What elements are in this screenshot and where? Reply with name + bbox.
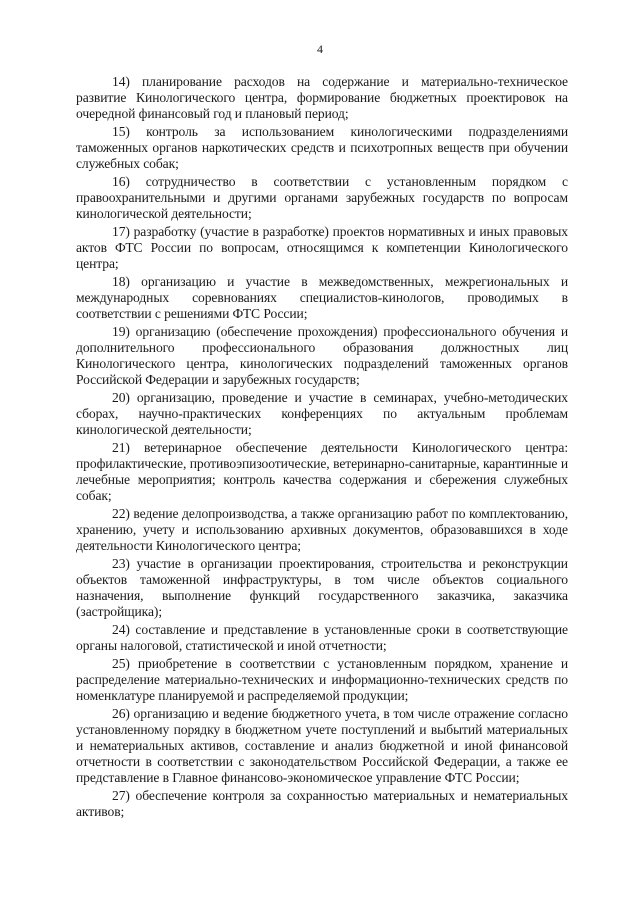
list-item: 27) обеспечение контроля за сохранностью материальных и нематериальных активов; [76, 788, 568, 819]
list-item: 23) участие в организации проектирования, строительства и реконструкции объектов таможенной инфраструктуры, в том числе объектов социального назначения, выполнение функций государственного заказчика, заказчика (застройщика); [76, 556, 568, 619]
list-item: 14) планирование расходов на содержание и материально-техническое развитие Кинологического центра, формирование бюджетных проектировок на очередной финансовый год и плановый период; [76, 74, 568, 121]
list-item: 24) составление и представление в установленные сроки в соответствующие органы налоговой, статистической и иной отчетности; [76, 622, 568, 653]
list-item: 20) организацию, проведение и участие в семинарах, учебно-методических сборах, научно-практических конференциях по актуальным проблемам кинологической деятельности; [76, 390, 568, 437]
list-item: 19) организацию (обеспечение прохождения) профессионального обучения и дополнительного профессионального образования должностных лиц Кинологического центра, кинологических подразделений таможенных органов Российской Федерации и зарубежных государств; [76, 324, 568, 387]
list-item: 26) организацию и ведение бюджетного учета, в том числе отражение согласно установленному порядку в бюджетном учете поступлений и выбытий материальных и нематериальных активов, составление и анализ бюджетной и иной финансовой отчетности в соответствии с законодательством Российской Федерации, а также ее представление в Главное финансово-экономическое управление ФТС России; [76, 706, 568, 785]
list-item: 22) ведение делопроизводства, а также организацию работ по комплектованию, хранению, учету и использованию архивных документов, образовавшихся в ходе деятельности Кинологического центра; [76, 506, 568, 553]
document-body [76, 74, 568, 822]
list-item: 15) контроль за использованием кинологическими подразделениями таможенных органов наркотических средств и психотропных веществ при обучении служебных собак; [76, 124, 568, 171]
list-item: 18) организацию и участие в межведомственных, межрегиональных и международных соревнованиях специалистов-кинологов, проводимых в соответствии с решениями ФТС России; [76, 274, 568, 321]
list-item: 21) ветеринарное обеспечение деятельности Кинологического центра: профилактические, противоэпизоотические, ветеринарно-санитарные, карантинные и лечебные мероприятия; контроль качества содержания и сбережения служебных собак; [76, 440, 568, 503]
list-item: 25) приобретение в соответствии с установленным порядком, хранение и распределение материально-технических и информационно-технических средств по номенклатуре планируемой и распределяемой продукции; [76, 656, 568, 703]
list-item: 17) разработку (участие в разработке) проектов нормативных и иных правовых актов ФТС России по вопросам, относящимся к компетенции Кинологического центра; [76, 224, 568, 271]
page-number: 4 [317, 42, 323, 56]
list-item: 16) сотрудничество в соответствии с установленным порядком с правоохранительными и другими органами зарубежных государств по вопросам кинологической деятельности; [76, 174, 568, 221]
